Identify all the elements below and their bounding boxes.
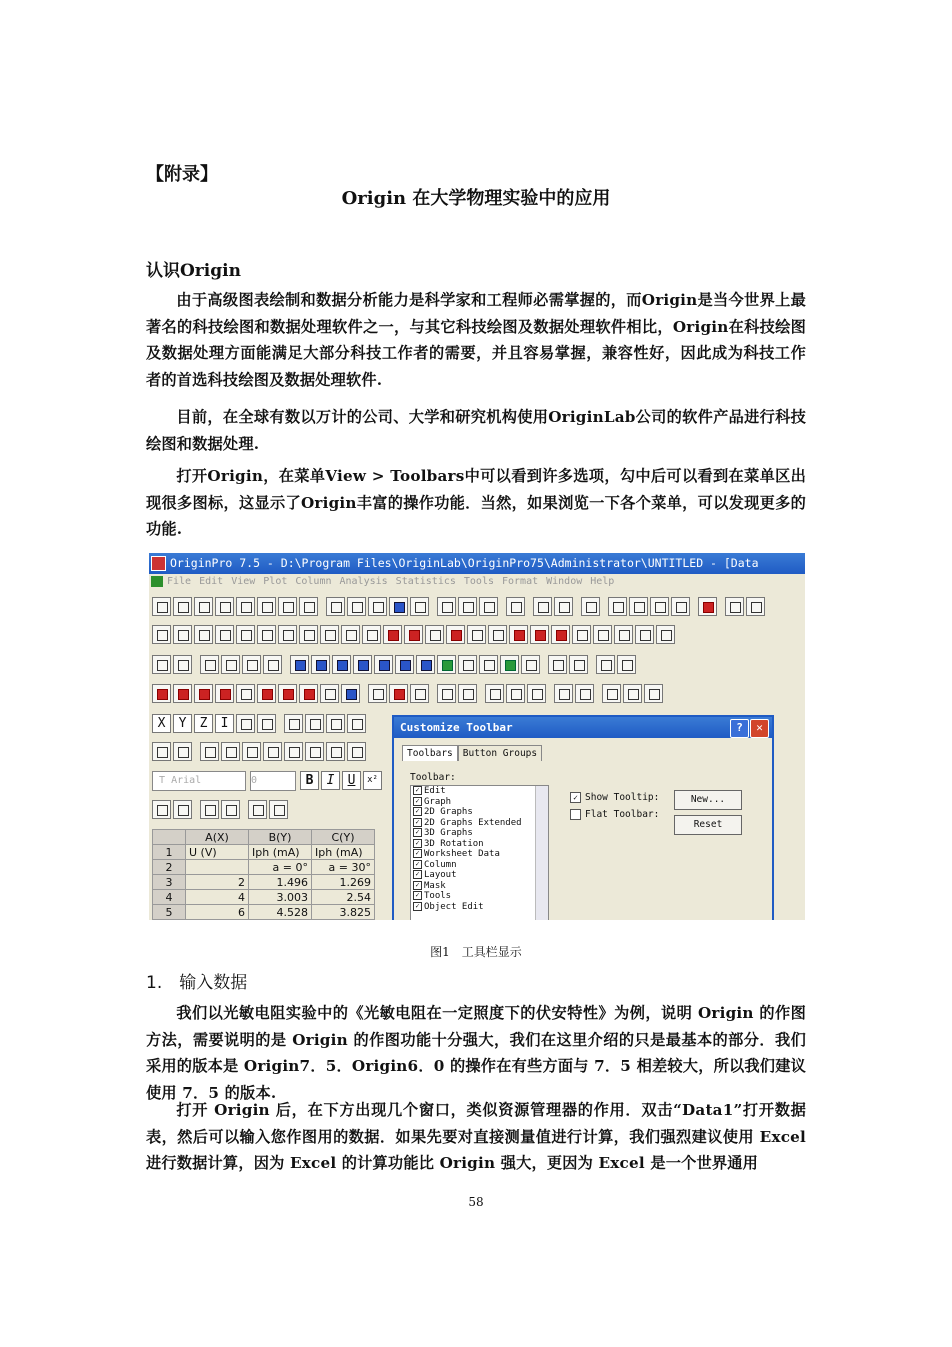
add-color-scale-icon[interactable] [236, 684, 255, 703]
section-heading: 认识Origin [146, 261, 241, 281]
refresh-icon[interactable] [533, 597, 552, 616]
table-row [153, 860, 375, 875]
cell[interactable]: a = 0° [249, 860, 312, 875]
bold-button[interactable]: B [300, 771, 319, 790]
data-selector-icon[interactable] [305, 742, 324, 761]
new-notes-icon[interactable] [299, 597, 318, 616]
open-icon[interactable] [326, 597, 345, 616]
checkbox-checked-icon[interactable]: ✓ [413, 839, 422, 848]
toolbar-list[interactable] [410, 785, 549, 920]
toolbar-row-column [152, 714, 368, 736]
ternary-icon[interactable] [551, 625, 570, 644]
checkbox-unchecked-icon[interactable] [570, 809, 581, 820]
menu-plot[interactable]: Plot [263, 576, 288, 587]
save-template-icon[interactable] [410, 597, 429, 616]
arrow-right-icon[interactable] [200, 800, 219, 819]
toolbar-row-standard [152, 597, 767, 619]
new-layout-icon[interactable] [278, 597, 297, 616]
cell[interactable]: 3.825 [312, 905, 375, 920]
italic-button[interactable]: I [321, 771, 340, 790]
box-chart-icon[interactable] [623, 684, 642, 703]
flat-toolbar-option[interactable]: Flat Toolbar: [570, 809, 659, 820]
list-item[interactable]: ✓ Edit [411, 786, 548, 797]
data-reader-icon[interactable] [284, 742, 303, 761]
link-icon[interactable] [341, 684, 360, 703]
command-window-icon[interactable] [698, 597, 717, 616]
cell[interactable] [186, 860, 249, 875]
cell[interactable]: 1.496 [249, 875, 312, 890]
checkbox-checked-icon[interactable]: ✓ [413, 849, 422, 858]
move-right-icon[interactable] [326, 714, 345, 733]
menu-window[interactable]: Window [546, 576, 583, 587]
color-map-icon[interactable] [383, 625, 402, 644]
floating-bar-icon[interactable] [446, 625, 465, 644]
sum-icon[interactable] [485, 684, 504, 703]
checkbox-checked-icon[interactable]: ✓ [413, 818, 422, 827]
radar-icon[interactable] [593, 625, 612, 644]
code-builder-icon[interactable] [629, 597, 648, 616]
appendix-label: 【附录】 [146, 164, 218, 185]
list-item[interactable]: ✓ Graph [411, 797, 548, 808]
show-tooltip-option[interactable]: ✓ Show Tooltip: [570, 792, 659, 803]
worksheet-icon [151, 576, 163, 587]
image-profile-icon[interactable] [521, 655, 540, 674]
tab-button-groups[interactable]: Button Groups [458, 745, 542, 761]
menu-format[interactable]: Format [502, 576, 539, 587]
list-item[interactable]: ✓ Mask [411, 881, 548, 892]
customize-toolbar-dialog [392, 715, 774, 920]
table-row [153, 875, 375, 890]
list-item[interactable]: ✓ Worksheet Data [411, 849, 548, 860]
descriptive-stats-icon[interactable] [506, 684, 525, 703]
menu-edit[interactable]: Edit [199, 576, 224, 587]
list-item[interactable]: ✓ Column [411, 860, 548, 871]
checkbox-checked-icon[interactable]: ✓ [413, 870, 422, 879]
pointer-icon[interactable] [200, 742, 219, 761]
paragraph-open-data: 打开 Origin 后，在下方出现几个窗口，类似资源管理器的作用．双击“Data1”打开数据表，然后可以输入您作图用的数据．如果先要对直接测量值进行计算，我们强烈建议使用 Excel 进行数据计算，因为 Excel 的计算功能比 Origin 强大，更因为 Excel 是一个世界通用 [146, 1101, 806, 1172]
toolbar-row-graph-tools [152, 742, 368, 764]
arrange-layers-icon[interactable] [299, 684, 318, 703]
polar-plot-icon[interactable] [530, 625, 549, 644]
add-top-x-icon[interactable] [173, 684, 192, 703]
figure-caption: 图1 工具栏显示 [430, 945, 522, 959]
app-icon [151, 556, 166, 571]
new-matrix-icon[interactable] [236, 597, 255, 616]
3d-trajectory-icon[interactable] [173, 655, 192, 674]
list-item[interactable]: ✓ Tools [411, 891, 548, 902]
checkbox-checked-icon[interactable]: ✓ [413, 797, 422, 806]
row-number[interactable]: 1 [153, 845, 186, 860]
move-to-first-icon[interactable] [284, 714, 303, 733]
multi-panel-icon[interactable] [635, 625, 654, 644]
toolbar-row-arrows [152, 800, 290, 822]
add-layer-icon[interactable] [152, 684, 171, 703]
help-icon[interactable]: ? [730, 719, 749, 738]
toolbar-row-tools [152, 684, 665, 706]
menu-view[interactable]: View [231, 576, 256, 587]
new-graph-icon[interactable] [215, 597, 234, 616]
screen-reader-icon[interactable] [263, 742, 282, 761]
import-ascii-icon[interactable] [437, 597, 456, 616]
cell[interactable]: a = 30° [312, 860, 375, 875]
set-as-y-button[interactable]: Y [173, 714, 192, 733]
step-plot-icon[interactable] [215, 625, 234, 644]
add-inset-icon[interactable] [215, 684, 234, 703]
close-icon[interactable]: ✕ [750, 719, 769, 738]
align-left-icon[interactable] [596, 655, 615, 674]
contour-icon[interactable] [437, 655, 456, 674]
3d-wire-surface-icon[interactable] [353, 655, 372, 674]
open-template-icon[interactable] [347, 597, 366, 616]
checkbox-checked-icon[interactable]: ✓ [570, 792, 581, 803]
scatter-plot-icon[interactable] [173, 625, 192, 644]
menu-column[interactable]: Column [295, 576, 332, 587]
error-bar-icon[interactable] [341, 625, 360, 644]
new-function-icon[interactable] [257, 597, 276, 616]
corner-cell[interactable] [153, 830, 186, 845]
row-numbers-icon[interactable] [554, 684, 573, 703]
new-excel-icon[interactable] [194, 597, 213, 616]
checkbox-checked-icon[interactable]: ✓ [413, 786, 422, 795]
checkbox-checked-icon[interactable]: ✓ [413, 881, 422, 890]
save-project-icon[interactable] [389, 597, 408, 616]
cell[interactable]: 4.528 [249, 905, 312, 920]
zoom-out-icon[interactable] [242, 742, 261, 761]
align-right-icon[interactable] [617, 655, 636, 674]
custom-routine-icon[interactable] [671, 597, 690, 616]
row-number[interactable]: 5 [153, 905, 186, 920]
new-project-icon[interactable] [152, 597, 171, 616]
step-heading: 1. 输入数据 [146, 973, 248, 993]
checkbox-checked-icon[interactable]: ✓ [413, 902, 422, 911]
results-log-icon[interactable] [608, 597, 627, 616]
3d-wall-icon[interactable] [242, 655, 261, 674]
menu-statistics[interactable]: Statistics [395, 576, 456, 587]
bar-plot-icon[interactable] [404, 625, 423, 644]
cell[interactable]: 2.54 [312, 890, 375, 905]
cell[interactable]: 4 [186, 890, 249, 905]
statistics-icon[interactable] [410, 684, 429, 703]
dialog-title: Customize Toolbar [400, 721, 513, 734]
column-header-row [153, 830, 375, 845]
3d-wire-frame-icon[interactable] [332, 655, 351, 674]
paragraph-usage: 目前，在全球有数以万计的公司、大学和研究机构使用OriginLab公司的软件产品进行科技绘图和数据处理. [146, 408, 806, 453]
page-number: 58 [468, 1195, 484, 1209]
document-title: Origin 在大学物理实验中的应用 [341, 188, 611, 209]
cell[interactable]: 6 [186, 905, 249, 920]
toolbar-row-2d-graphs [152, 625, 677, 647]
extract-icon[interactable] [278, 684, 297, 703]
3d-bars-icon[interactable] [416, 655, 435, 674]
new-button[interactable]: New... [674, 790, 742, 810]
list-item[interactable]: ✓ 2D Graphs [411, 807, 548, 818]
menu-help[interactable]: Help [590, 576, 615, 587]
menu-file[interactable]: File [167, 576, 192, 587]
table-row [153, 890, 375, 905]
text-tool-icon[interactable] [347, 742, 366, 761]
3d-scatter-icon[interactable] [152, 655, 171, 674]
cell[interactable]: 1.269 [312, 875, 375, 890]
3d-bar-icon[interactable] [200, 655, 219, 674]
template-library-icon[interactable] [656, 625, 675, 644]
double-y-icon[interactable] [614, 625, 633, 644]
menu-tools[interactable]: Tools [463, 576, 494, 587]
window-titlebar [149, 553, 805, 574]
grid-icon[interactable] [173, 742, 192, 761]
3d-x-constant-icon[interactable] [374, 655, 393, 674]
window-title: OriginPro 7.5 - D:\Program Files\OriginLab\OriginPro75\Administrator\UNTITLED - [Data [170, 556, 759, 570]
column-header-b[interactable]: B(Y) [249, 830, 312, 845]
row-number[interactable]: 3 [153, 875, 186, 890]
import-multiple-icon[interactable] [458, 597, 477, 616]
worksheet-script-icon[interactable] [458, 684, 477, 703]
stack-columns-icon[interactable] [548, 655, 567, 674]
frequency-icon[interactable] [575, 684, 594, 703]
list-item[interactable]: ✓ 2D Graphs Extended [411, 818, 548, 829]
toolbar-list-label: Toolbar: [410, 772, 456, 783]
3d-surface-icon[interactable] [290, 655, 309, 674]
dialog-tabs [402, 745, 542, 761]
column-header-c[interactable]: C(Y) [312, 830, 375, 845]
list-item[interactable]: ✓ Object Edit [411, 902, 548, 913]
stacked-bar-icon[interactable] [425, 625, 444, 644]
list-item[interactable]: ✓ 3D Graphs [411, 828, 548, 839]
cell[interactable]: U (V) [186, 845, 249, 860]
set-as-error-button[interactable]: I [215, 714, 234, 733]
distribute-vertical-icon[interactable] [152, 800, 171, 819]
checkbox-checked-icon[interactable]: ✓ [413, 860, 422, 869]
add-column-icon[interactable] [437, 684, 456, 703]
dialog-titlebar [394, 717, 772, 738]
cell[interactable]: 3.003 [249, 890, 312, 905]
menu-analysis[interactable]: Analysis [339, 576, 388, 587]
paragraph-intro: 由于高级图表绘制和数据分析能力是科学家和工程师必需掌握的，而Origin是当今世界上最著名的科技绘图和数据处理软件之一，与其它科技绘图及数据处理软件相比，Origin在科技绘图及数据处理方面能满足大部分科技工作者的需要，并且容易掌握，兼容性好，因此成为科技工作者的首选科技绘图及数据处理软件. [146, 291, 806, 389]
smith-chart-icon[interactable] [572, 625, 591, 644]
superscript-button[interactable]: x² [363, 771, 382, 790]
find-icon[interactable] [725, 597, 744, 616]
set-as-z-button[interactable]: Z [194, 714, 213, 733]
checkbox-checked-icon[interactable]: ✓ [413, 807, 422, 816]
bubble-icon[interactable] [362, 625, 381, 644]
table-row [153, 905, 375, 920]
table-row [153, 845, 375, 860]
set-as-x-button[interactable]: X [152, 714, 171, 733]
origin-screenshot [149, 553, 805, 920]
find-next-icon[interactable] [746, 597, 765, 616]
zoom-in-icon[interactable] [221, 742, 240, 761]
contour-fill-icon[interactable] [500, 655, 519, 674]
high-low-icon[interactable] [278, 625, 297, 644]
image-plot-icon[interactable] [479, 655, 498, 674]
cell[interactable]: Iph (mA) [249, 845, 312, 860]
new-worksheet-icon[interactable] [173, 597, 192, 616]
arrow-stop-icon[interactable] [269, 800, 288, 819]
move-to-last-icon[interactable] [347, 714, 366, 733]
duplicate-icon[interactable] [554, 597, 573, 616]
group-icon[interactable] [320, 684, 339, 703]
menu-bar [149, 574, 805, 590]
sort-ascending-icon[interactable] [527, 684, 546, 703]
gray-scale-map-icon[interactable] [458, 655, 477, 674]
print-icon[interactable] [506, 597, 525, 616]
cell[interactable]: Iph (mA) [312, 845, 375, 860]
line-plot-icon[interactable] [152, 625, 171, 644]
draw-data-icon[interactable] [326, 742, 345, 761]
disregard-icon[interactable] [257, 714, 276, 733]
open-excel-icon[interactable] [368, 597, 387, 616]
row-number[interactable]: 4 [153, 890, 186, 905]
font-name-select[interactable]: T Arial [152, 771, 246, 791]
project-explorer-icon[interactable] [581, 597, 600, 616]
arrow-end-icon[interactable] [221, 800, 240, 819]
list-scrollbar[interactable] [535, 786, 548, 920]
font-size-select[interactable]: 0 [250, 771, 296, 791]
list-item[interactable]: ✓ 3D Rotation [411, 839, 548, 850]
merge-icon[interactable] [257, 684, 276, 703]
set-column-values-icon[interactable] [368, 684, 387, 703]
row-number[interactable]: 2 [153, 860, 186, 875]
paragraph-toolbars: 打开Origin，在菜单View > Toolbars中可以看到许多选项，勾中后可以看到在菜单区出现很多图标，这显示了Origin丰富的操作功能．当然，如果浏览一下各个菜单，可以发现更多的功能. [146, 467, 806, 538]
area-plot-icon[interactable] [467, 625, 486, 644]
script-window-icon[interactable] [650, 597, 669, 616]
qc-chart-icon[interactable] [644, 684, 663, 703]
arrow-both-icon[interactable] [248, 800, 267, 819]
list-item[interactable]: ✓ Layout [411, 870, 548, 881]
drop-line-icon[interactable] [299, 625, 318, 644]
tab-toolbars[interactable]: Toolbars [402, 745, 458, 761]
3d-ribbon-icon[interactable] [221, 655, 240, 674]
enlarge-icon[interactable] [152, 742, 171, 761]
stack-rows-icon[interactable] [569, 655, 588, 674]
line-symbol-icon[interactable] [194, 625, 213, 644]
cell[interactable]: 2 [186, 875, 249, 890]
pie-chart-icon[interactable] [509, 625, 528, 644]
column-plot-icon[interactable] [320, 625, 339, 644]
toolbar-row-3d-graphs [152, 655, 638, 677]
column-header-a[interactable]: A(X) [186, 830, 249, 845]
move-left-icon[interactable] [305, 714, 324, 733]
add-right-y-icon[interactable] [194, 684, 213, 703]
paragraph-example: 我们以光敏电阻实验中的《光敏电阻在一定照度下的伏安特性》为例，说明 Origin 的作图方法，需要说明的是 Origin 的作图功能十分强大，我们在这里介绍的只是最基本的部分．我们采用的版本是 Origin7．5．Origin6．0 的操作在有些方面与 7．5 相差较大，所以我们建议使用 7．5 的版本. [146, 1004, 806, 1102]
import-wizard-icon[interactable] [479, 597, 498, 616]
distribute-horizontal-icon[interactable] [173, 800, 192, 819]
3d-y-constant-icon[interactable] [395, 655, 414, 674]
checkbox-checked-icon[interactable]: ✓ [413, 828, 422, 837]
spline-icon[interactable] [236, 625, 255, 644]
vector-icon[interactable] [257, 625, 276, 644]
worksheet-data1 [152, 829, 392, 920]
toolbar-row-format [152, 771, 384, 793]
sort-icon[interactable] [389, 684, 408, 703]
histogram-icon[interactable] [602, 684, 621, 703]
set-label-icon[interactable] [236, 714, 255, 733]
fill-area-icon[interactable] [488, 625, 507, 644]
checkbox-checked-icon[interactable]: ✓ [413, 891, 422, 900]
3d-color-map-icon[interactable] [311, 655, 330, 674]
3d-waterfall-icon[interactable] [263, 655, 282, 674]
reset-button[interactable]: Reset [674, 815, 742, 835]
underline-button[interactable]: U [342, 771, 361, 790]
